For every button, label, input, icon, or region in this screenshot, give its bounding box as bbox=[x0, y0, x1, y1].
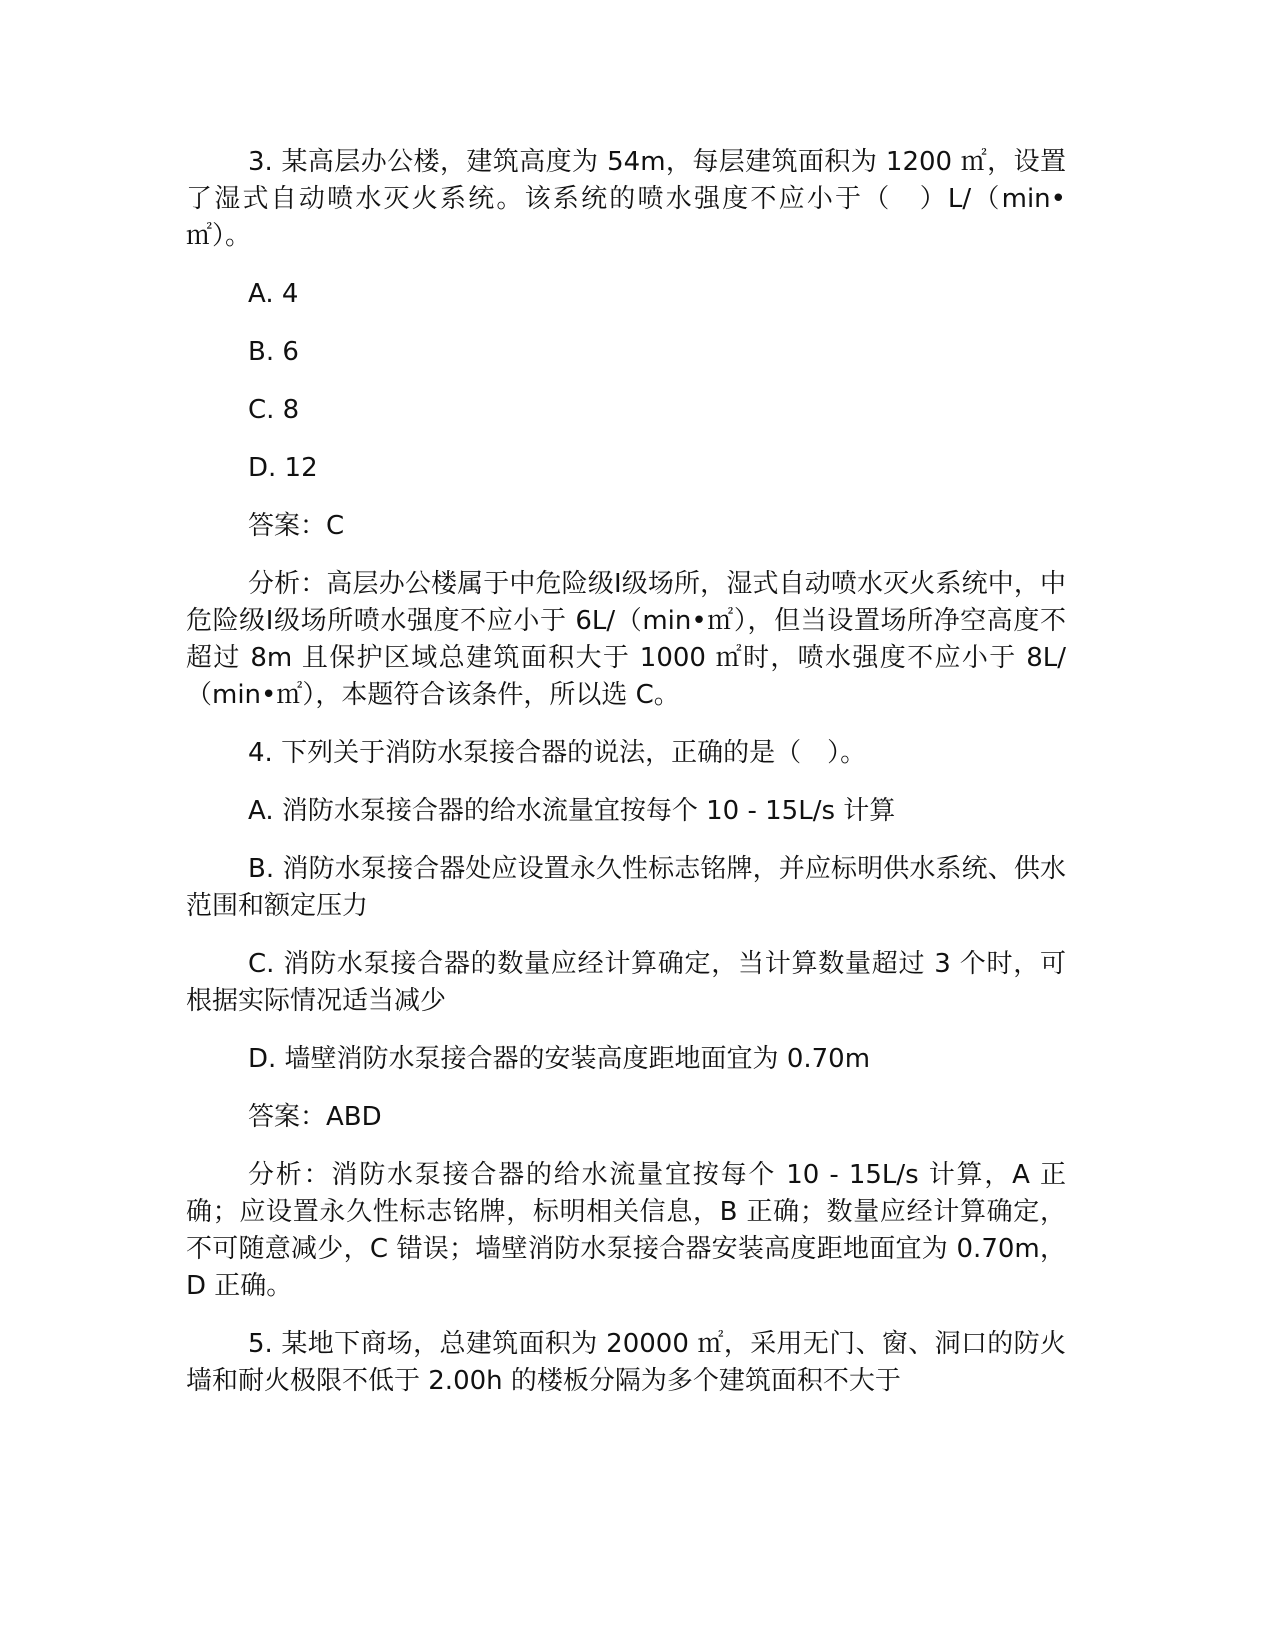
question-3-option-b: B. 6 bbox=[248, 337, 299, 367]
question-3-stem: 3. 某高层办公楼，建筑高度为 54m，每层建筑面积为 1200 ㎡，设置了湿式自动喷水灭火系统。该系统的喷水强度不应小于（ ）L/（min•㎡）。 bbox=[186, 147, 1066, 251]
question-3-option-c: C. 8 bbox=[248, 395, 300, 425]
question-4-answer: 答案：ABD bbox=[248, 1102, 382, 1132]
question-4-option-b: B. 消防水泵接合器处应设置永久性标志铭牌，并应标明供水系统、供水范围和额定压力 bbox=[186, 854, 1066, 921]
question-3-option-d: D. 12 bbox=[248, 453, 318, 483]
question-3-answer: 答案：C bbox=[248, 511, 345, 541]
question-3-option-a: A. 4 bbox=[248, 279, 299, 309]
question-3-analysis: 分析：高层办公楼属于中危险级Ⅰ级场所，湿式自动喷水灭火系统中，中危险级Ⅰ级场所喷水强度不应小于 6L/（min•㎡），但当设置场所净空高度不超过 8m 且保护区域总建筑面积大于 1000 ㎡时，喷水强度不应小于 8L/（min•㎡），本题符合该条件，所以选 C。 bbox=[186, 569, 1066, 710]
question-4-option-a: A. 消防水泵接合器的给水流量宜按每个 10 - 15L/s 计算 bbox=[248, 796, 896, 826]
question-4-stem: 4. 下列关于消防水泵接合器的说法，正确的是（ ）。 bbox=[248, 738, 867, 768]
question-5-stem: 5. 某地下商场，总建筑面积为 20000 ㎡，采用无门、窗、洞口的防火墙和耐火极限不低于 2.00h 的楼板分隔为多个建筑面积不大于 bbox=[186, 1329, 1066, 1396]
question-4-analysis: 分析：消防水泵接合器的给水流量宜按每个 10 - 15L/s 计算，A 正确；应设置永久性标志铭牌，标明相关信息，B 正确；数量应经计算确定，不可随意减少，C 错误；墙壁消防水泵接合器安装高度距地面宜为 0.70m，D 正确。 bbox=[186, 1160, 1066, 1301]
question-4-option-d: D. 墙壁消防水泵接合器的安装高度距地面宜为 0.70m bbox=[248, 1044, 871, 1074]
question-4-option-c: C. 消防水泵接合器的数量应经计算确定，当计算数量超过 3 个时，可根据实际情况适当减少 bbox=[186, 949, 1066, 1016]
document-body bbox=[186, 144, 1066, 1421]
